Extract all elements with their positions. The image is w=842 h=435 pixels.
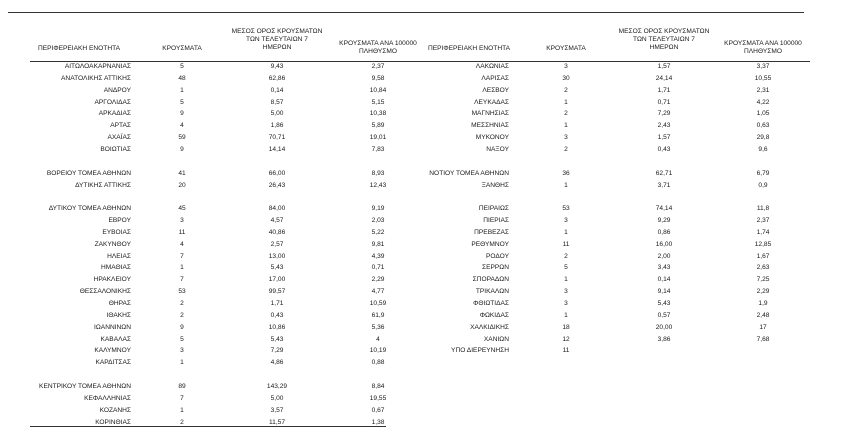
- avg-value: 62,86: [268, 74, 286, 82]
- avg-value: 9,43: [270, 63, 284, 70]
- region-name: ΚΕΝΤΡΙΚΟΥ ΤΟΜΕΑ ΑΘΗΝΩΝ: [39, 382, 131, 390]
- cases-value: 9: [180, 145, 184, 153]
- per100k-value: 17: [759, 323, 767, 331]
- avg-value: 2,00: [657, 252, 671, 260]
- cases-value: 4: [180, 122, 184, 130]
- avg-value: 10,86: [268, 323, 286, 331]
- avg-value: 5,43: [270, 335, 284, 343]
- cases-value: 30: [562, 74, 570, 82]
- cases-value: 2: [564, 252, 568, 260]
- region-name: ΞΑΝΘΗΣ: [481, 181, 509, 189]
- region-name: ΥΠΟ ΔΙΕΡΕΥΝΗΣΗ: [451, 347, 509, 355]
- region-name: ΛΑΚΩΝΙΑΣ: [475, 63, 509, 70]
- cases-value: 9: [180, 110, 184, 118]
- avg-value: 1,57: [657, 63, 671, 70]
- cases-value: 9: [180, 323, 184, 331]
- region-name: ΗΡΑΚΛΕΙΟΥ: [93, 276, 131, 284]
- avg-value: 5,43: [270, 264, 284, 272]
- region-name: ΣΕΡΡΩΝ: [482, 264, 509, 272]
- avg-value: 0,71: [657, 98, 671, 106]
- avg-value: 0,43: [270, 311, 284, 319]
- region-name: ΣΠΟΡΑΔΩΝ: [472, 276, 509, 284]
- per100k-value: 5,36: [371, 323, 385, 331]
- region-name: ΝΑΞΟΥ: [486, 145, 509, 153]
- avg-value: 1,86: [270, 122, 284, 130]
- region-name: ΑΙΤΩΛΟΑΚΑΡΝΑΝΙΑΣ: [64, 63, 131, 70]
- region-name: ΒΟΡΕΙΟΥ ΤΟΜΕΑ ΑΘΗΝΩΝ: [46, 169, 131, 177]
- region-name: ΛΕΣΒΟΥ: [482, 86, 509, 94]
- per100k-value: 8,93: [371, 169, 385, 177]
- per100k-value: 9,81: [371, 240, 385, 248]
- region-name: ΚΑΒΑΛΑΣ: [100, 335, 131, 343]
- per100k-value: 5,89: [371, 122, 385, 130]
- cases-value: 3: [564, 134, 568, 142]
- cases-value: 2: [564, 86, 568, 94]
- avg-value: 20,00: [655, 323, 673, 331]
- avg-value: 9,29: [657, 217, 671, 225]
- cases-value: 1: [564, 181, 568, 189]
- cases-value: 3: [180, 347, 184, 355]
- cases-value: 2: [180, 311, 184, 319]
- cases-value: 1: [564, 276, 568, 284]
- per100k-value: 9,6: [758, 145, 768, 153]
- per100k-value: 12,85: [754, 240, 772, 248]
- cases-value: 36: [562, 169, 570, 177]
- avg-value: 0,14: [270, 86, 284, 94]
- per100k-value: 4,22: [756, 98, 770, 106]
- cases-value: 3: [564, 217, 568, 225]
- per100k-value: 10,55: [754, 74, 772, 82]
- avg-value: 4,57: [270, 217, 284, 225]
- avg-value: 99,57: [268, 288, 286, 296]
- avg-value: 17,00: [268, 276, 286, 284]
- per100k-value: 2,37: [371, 63, 385, 70]
- avg-header-line-3: ΗΜΕΡΩΝ: [649, 44, 679, 51]
- region-name: ΧΑΝΙΩΝ: [483, 335, 509, 343]
- region-name: ΝΟΤΙΟΥ ΤΟΜΕΑ ΑΘΗΝΩΝ: [429, 169, 509, 177]
- avg-value: 7,29: [270, 347, 284, 355]
- per100k-header-line-2: ΠΛΗΘΥΣΜΟ: [359, 48, 397, 55]
- per100k-value: 12,43: [369, 181, 387, 189]
- region-name: ΙΩΑΝΝΙΝΩΝ: [94, 323, 131, 331]
- cases-value: 45: [178, 205, 186, 213]
- per100k-value: 2,37: [756, 217, 770, 225]
- per100k-value: 2,03: [371, 217, 385, 225]
- per100k-value: 10,84: [369, 86, 387, 94]
- region-name: ΚΕΦΑΛΛΗΝΙΑΣ: [84, 394, 131, 402]
- per100k-value: 0,9: [758, 181, 768, 189]
- avg-value: 0,86: [657, 228, 671, 236]
- per100k-header-line-2: ΠΛΗΘΥΣΜΟ: [744, 48, 782, 55]
- cases-value: 3: [180, 217, 184, 225]
- region-name: ΖΑΚΥΝΘΟΥ: [94, 240, 131, 248]
- cases-value: 11: [562, 347, 570, 355]
- per100k-value: 0,88: [371, 359, 385, 367]
- cases-value: 1: [180, 264, 184, 272]
- region-name: ΠΕΙΡΑΙΩΣ: [478, 205, 509, 213]
- avg-value: 143,29: [266, 382, 288, 390]
- avg-value: 26,43: [268, 181, 286, 189]
- avg-value: 66,00: [268, 169, 286, 177]
- avg-value: 16,00: [655, 240, 673, 248]
- avg-value: 24,14: [655, 74, 673, 82]
- avg-value: 14,14: [268, 145, 286, 153]
- avg-header-line-1: ΜΕΣΟΣ ΟΡΟΣ ΚΡΟΥΣΜΑΤΩΝ: [618, 28, 710, 35]
- region-name: ΚΟΡΙΝΘΙΑΣ: [95, 418, 131, 426]
- cases-value: 2: [564, 110, 568, 118]
- cases-value: 5: [180, 335, 184, 343]
- region-name: ΠΙΕΡΙΑΣ: [483, 217, 509, 225]
- avg-value: 0,14: [657, 276, 671, 284]
- right-header-per100k: [712, 40, 814, 56]
- cases-value: 11: [178, 228, 186, 236]
- per100k-value: 10,59: [369, 300, 387, 307]
- cases-value: 3: [564, 288, 568, 296]
- per100k-value: 4,77: [371, 288, 385, 296]
- left-header-avg: [226, 28, 328, 52]
- cases-value: 53: [178, 288, 186, 296]
- avg-value: 5,00: [270, 110, 284, 118]
- top-rule: [8, 12, 804, 13]
- region-name: ΡΕΘΥΜΝΟΥ: [471, 240, 509, 248]
- per100k-value: 10,38: [369, 110, 387, 118]
- per100k-value: 0,67: [371, 406, 385, 414]
- cases-value: 2: [180, 418, 184, 426]
- avg-value: 1,57: [657, 134, 671, 142]
- avg-value: 70,71: [268, 134, 286, 142]
- avg-header-line-1: ΜΕΣΟΣ ΟΡΟΣ ΚΡΟΥΣΜΑΤΩΝ: [231, 28, 323, 35]
- avg-value: 62,71: [655, 169, 673, 177]
- region-name: ΙΘΑΚΗΣ: [106, 311, 131, 319]
- avg-value: 84,00: [268, 205, 286, 213]
- per100k-value: 0,63: [756, 122, 770, 130]
- avg-header-line-2: ΤΩΝ ΤΕΛΕΥΤΑΙΩΝ 7: [633, 36, 695, 43]
- per100k-value: 19,55: [369, 394, 387, 402]
- region-name: ΧΑΛΚΙΔΙΚΗΣ: [470, 323, 509, 331]
- per100k-value: 3,37: [756, 63, 770, 70]
- region-name: ΚΟΖΑΝΗΣ: [99, 406, 131, 414]
- avg-value: 9,14: [657, 288, 671, 296]
- per100k-value: 1,05: [756, 110, 770, 118]
- region-name: ΔΥΤΙΚΟΥ ΤΟΜΕΑ ΑΘΗΝΩΝ: [48, 205, 131, 213]
- avg-value: 0,57: [657, 311, 671, 319]
- region-name: ΘΕΣΣΑΛΟΝΙΚΗΣ: [79, 288, 131, 296]
- avg-value: 1,71: [657, 86, 671, 94]
- cases-value: 12: [562, 335, 570, 343]
- cases-value: 7: [180, 252, 184, 260]
- cases-value: 1: [180, 86, 184, 94]
- per100k-value: 8,84: [371, 382, 385, 390]
- per100k-value: 2,29: [756, 288, 770, 296]
- avg-value: 13,00: [268, 252, 286, 260]
- avg-value: 74,14: [655, 205, 673, 213]
- per100k-value: 1,38: [371, 418, 385, 426]
- cases-value: 1: [564, 311, 568, 319]
- region-name: ΔΥΤΙΚΗΣ ΑΤΤΙΚΗΣ: [75, 181, 131, 189]
- cases-value: 1: [564, 98, 568, 106]
- cases-value: 7: [180, 276, 184, 284]
- cases-value: 5: [180, 98, 184, 106]
- cases-value: 1: [564, 122, 568, 130]
- region-name: ΒΟΙΩΤΙΑΣ: [100, 145, 131, 153]
- per100k-value: 11,8: [756, 205, 770, 213]
- right-header-avg: [613, 28, 715, 52]
- per100k-value: 19,01: [369, 134, 387, 142]
- cases-value: 11: [562, 240, 570, 248]
- cases-value: 1: [180, 359, 184, 367]
- cases-value: 2: [564, 145, 568, 153]
- cases-value: 1: [180, 406, 184, 414]
- per100k-header-line-1: ΚΡΟΥΣΜΑΤΑ ΑΝΑ 100000: [339, 40, 417, 47]
- per100k-value: 9,58: [371, 74, 385, 82]
- region-name: ΗΛΕΙΑΣ: [107, 252, 131, 260]
- per100k-value: 9,19: [371, 205, 385, 213]
- cases-value: 5: [564, 264, 568, 272]
- region-name: ΚΑΛΥΜΝΟΥ: [94, 347, 131, 355]
- per100k-value: 0,71: [371, 264, 385, 272]
- per100k-value: 5,15: [371, 98, 385, 106]
- avg-value: 11,57: [268, 418, 285, 426]
- avg-value: 5,43: [657, 300, 671, 307]
- avg-value: 3,43: [657, 264, 671, 272]
- avg-value: 0,43: [657, 145, 671, 153]
- cases-value: 7: [180, 394, 184, 402]
- per100k-value: 5,22: [371, 228, 385, 236]
- region-name: ΑΧΑΪΑΣ: [107, 134, 131, 142]
- cases-value: 3: [564, 300, 568, 307]
- cases-value: 18: [562, 323, 570, 331]
- cases-value: 59: [178, 134, 186, 142]
- per100k-value: 7,25: [756, 276, 770, 284]
- region-name: ΑΡΓΟΛΙΔΑΣ: [94, 98, 131, 106]
- avg-header-line-2: ΤΩΝ ΤΕΛΕΥΤΑΙΩΝ 7: [246, 36, 308, 43]
- region-name: ΦΘΙΩΤΙΔΑΣ: [473, 300, 509, 307]
- avg-value: 4,86: [270, 359, 284, 367]
- per100k-value: 4: [376, 335, 380, 343]
- per100k-value: 2,31: [756, 86, 770, 94]
- region-name: ΑΝΔΡΟΥ: [103, 86, 131, 94]
- per100k-value: 2,29: [371, 276, 385, 284]
- avg-value: 40,86: [268, 228, 286, 236]
- per100k-value: 4,39: [371, 252, 385, 260]
- region-name: ΜΥΚΟΝΟΥ: [475, 134, 509, 142]
- cases-value: 4: [180, 240, 184, 248]
- avg-value: 2,43: [657, 122, 671, 130]
- per100k-value: 1,67: [756, 252, 770, 260]
- cases-value: 3: [564, 63, 568, 70]
- region-name: ΕΥΒΟΙΑΣ: [102, 228, 131, 236]
- cases-value: 5: [180, 63, 184, 70]
- cases-value: 20: [178, 181, 186, 189]
- per100k-value: 2,48: [756, 311, 770, 319]
- per100k-value: 2,63: [756, 264, 770, 272]
- per100k-value: 1,9: [758, 300, 768, 307]
- region-name: ΛΑΡΙΣΑΣ: [481, 74, 509, 82]
- avg-value: 5,00: [270, 394, 284, 402]
- left-header-cases: ΚΡΟΥΣΜΑΤΑ: [162, 45, 202, 52]
- region-name: ΑΡΤΑΣ: [110, 122, 131, 130]
- per100k-value: 29,8: [756, 134, 770, 142]
- avg-value: 3,57: [270, 406, 284, 414]
- region-name: ΘΗΡΑΣ: [108, 300, 131, 307]
- region-name: ΑΝΑΤΟΛΙΚΗΣ ΑΤΤΙΚΗΣ: [61, 74, 131, 82]
- per100k-value: 1,74: [756, 228, 770, 236]
- per100k-value: 61,9: [371, 311, 385, 319]
- per100k-value: 7,68: [756, 335, 770, 343]
- region-name: ΗΜΑΘΙΑΣ: [101, 264, 131, 272]
- region-name: ΜΑΓΝΗΣΙΑΣ: [471, 110, 509, 118]
- region-name: ΛΕΥΚΑΔΑΣ: [474, 98, 509, 106]
- avg-value: 3,71: [657, 181, 671, 189]
- region-name: ΑΡΚΑΔΙΑΣ: [98, 110, 131, 118]
- right-header-cases: ΚΡΟΥΣΜΑΤΑ: [546, 45, 586, 52]
- per100k-value: 6,79: [756, 169, 770, 177]
- region-name: ΜΕΣΣΗΝΙΑΣ: [471, 122, 509, 130]
- avg-value: 8,57: [270, 98, 284, 106]
- region-name: ΡΟΔΟΥ: [486, 252, 509, 260]
- avg-value: 7,29: [657, 110, 671, 118]
- avg-value: 3,86: [657, 335, 671, 343]
- cases-value: 41: [178, 169, 186, 177]
- region-name: ΕΒΡΟΥ: [108, 217, 131, 225]
- avg-value: 1,71: [270, 300, 284, 307]
- left-header-region: ΠΕΡΙΦΕΡΕΙΑΚΗ ΕΝΟΤΗΤΑ: [37, 45, 121, 52]
- region-name: ΠΡΕΒΕΖΑΣ: [474, 228, 509, 236]
- avg-value: 2,57: [270, 240, 284, 248]
- region-name: ΚΑΡΔΙΤΣΑΣ: [95, 359, 131, 367]
- cases-value: 48: [178, 74, 186, 82]
- cases-value: 53: [562, 205, 570, 213]
- per100k-value: 10,19: [369, 347, 387, 355]
- region-name: ΦΩΚΙΔΑΣ: [479, 311, 509, 319]
- region-name: ΤΡΙΚΑΛΩΝ: [475, 288, 509, 296]
- per100k-value: 7,83: [371, 145, 385, 153]
- cases-value: 89: [178, 382, 186, 390]
- cases-value: 1: [564, 228, 568, 236]
- avg-header-line-3: ΗΜΕΡΩΝ: [262, 44, 292, 51]
- cases-value: 2: [180, 300, 184, 307]
- right-header-region: ΠΕΡΙΦΕΡΕΙΑΚΗ ΕΝΟΤΗΤΑ: [427, 45, 511, 52]
- per100k-header-line-1: ΚΡΟΥΣΜΑΤΑ ΑΝΑ 100000: [724, 40, 802, 47]
